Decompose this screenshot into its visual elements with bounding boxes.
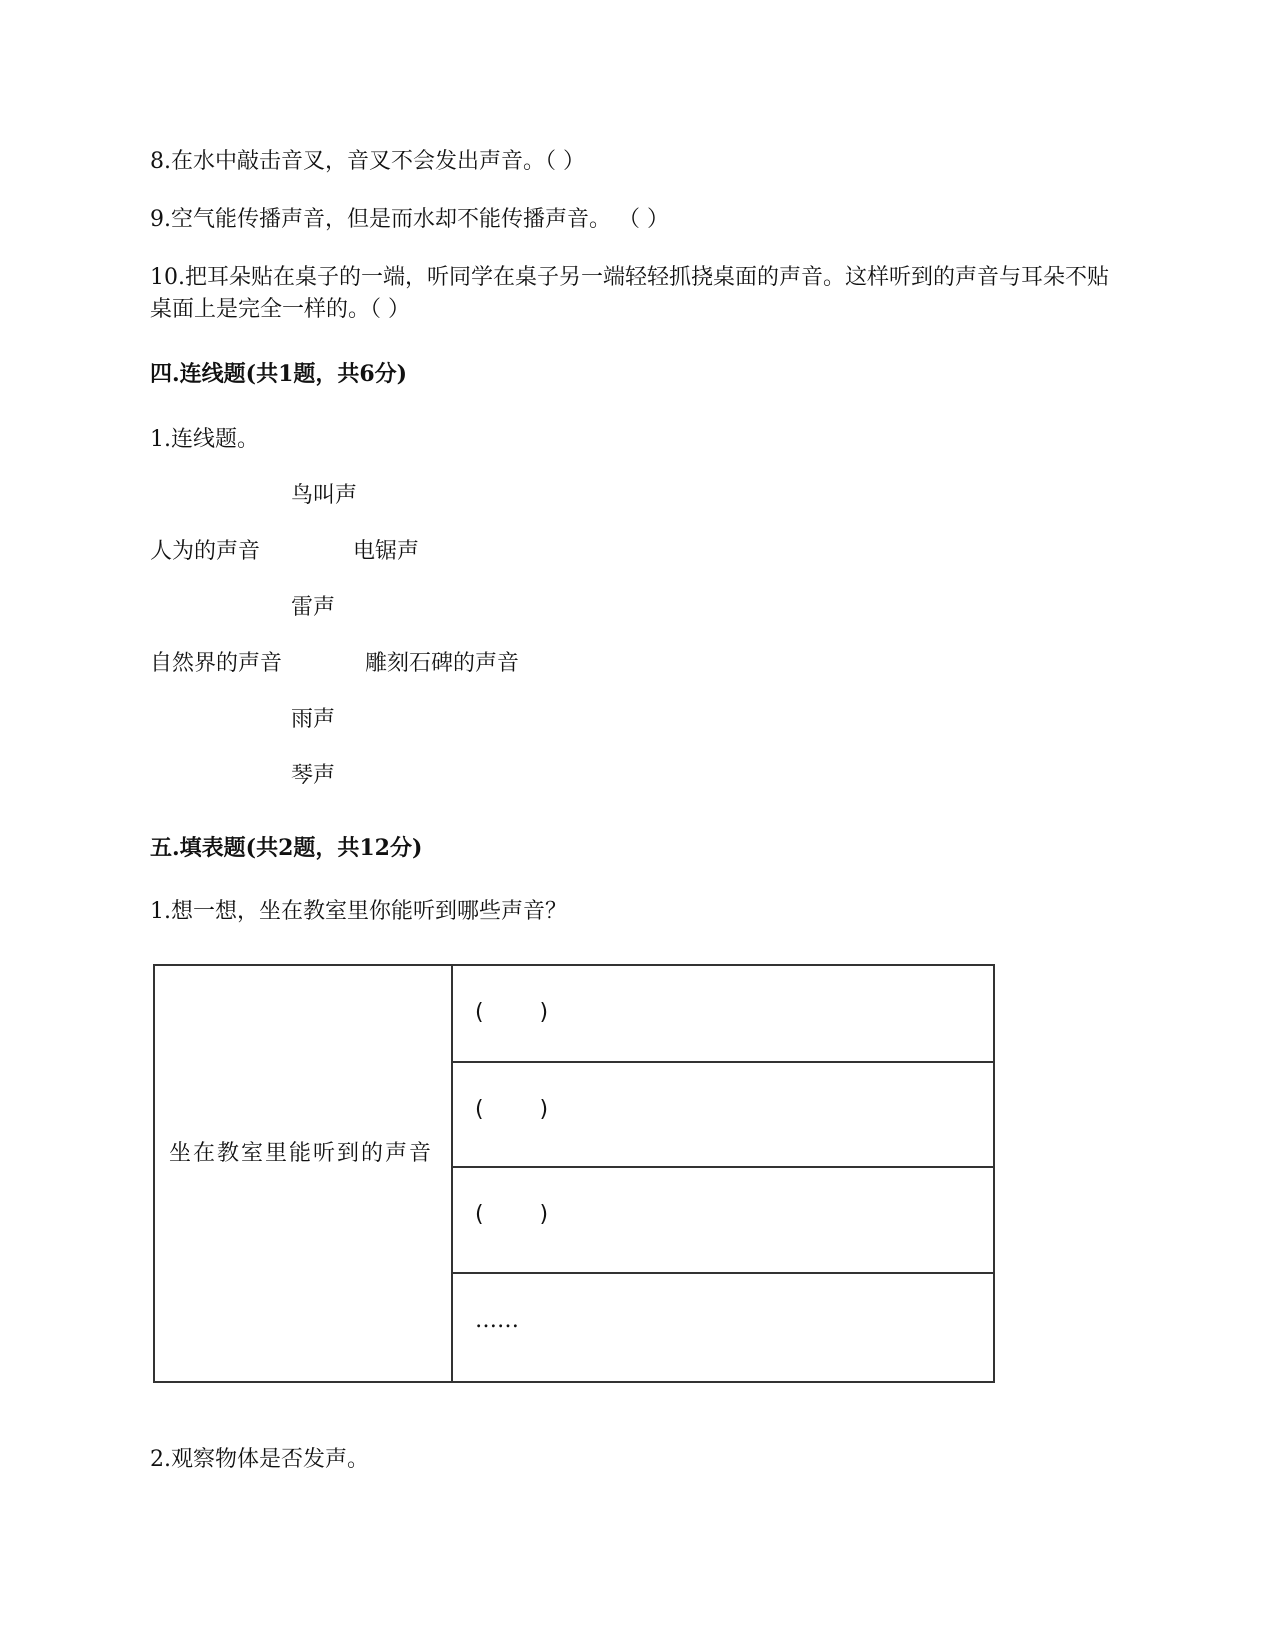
match-right-item: 雕刻石碑的声音 [365, 651, 520, 676]
table-ellipsis: …… [475, 1308, 519, 1333]
section-5-question-2: 2.观察物体是否发声。 [150, 1447, 369, 1472]
question-10: 10.把耳朵贴在桌子的一端，听同学在桌子另一端轻轻抓挠桌面的声音。这样听到的声音与耳朵不贴桌面上是完全一样的。（ ） [150, 265, 1109, 322]
match-right-item: 琴声 [291, 763, 336, 788]
question-9: 9.空气能传播声音，但是而水却不能传播声音。 （ ） [150, 207, 669, 232]
match-right-item: 雷声 [291, 595, 336, 620]
section-5-question-1: 1.想一想，坐在教室里你能听到哪些声音？ [150, 899, 567, 924]
section-5-heading: 五.填表题(共2题，共12分) [150, 835, 423, 861]
match-right-item: 鸟叫声 [291, 483, 358, 508]
section-4-question-1: 1.连线题。 [150, 427, 259, 452]
table-left-label: 坐在教室里能听到的声音 [169, 1141, 434, 1166]
match-right-item: 雨声 [291, 707, 336, 732]
table-left-cell [155, 966, 453, 1381]
table-row[interactable] [453, 966, 993, 1063]
table-row[interactable] [453, 1274, 993, 1381]
table-blank: ( ) [475, 1097, 549, 1122]
match-right-item: 电锯声 [353, 539, 420, 564]
section-4-heading: 四.连线题(共1题，共6分) [150, 361, 408, 387]
table-blank: ( ) [475, 1000, 549, 1025]
fill-table [153, 964, 995, 1383]
question-8: 8.在水中敲击音叉，音叉不会发出声音。（ ） [150, 149, 585, 174]
match-left-item: 自然界的声音 [150, 651, 283, 676]
table-blank: ( ) [475, 1202, 549, 1227]
table-row[interactable] [453, 1168, 993, 1274]
table-row[interactable] [453, 1063, 993, 1168]
match-left-item: 人为的声音 [150, 539, 261, 564]
